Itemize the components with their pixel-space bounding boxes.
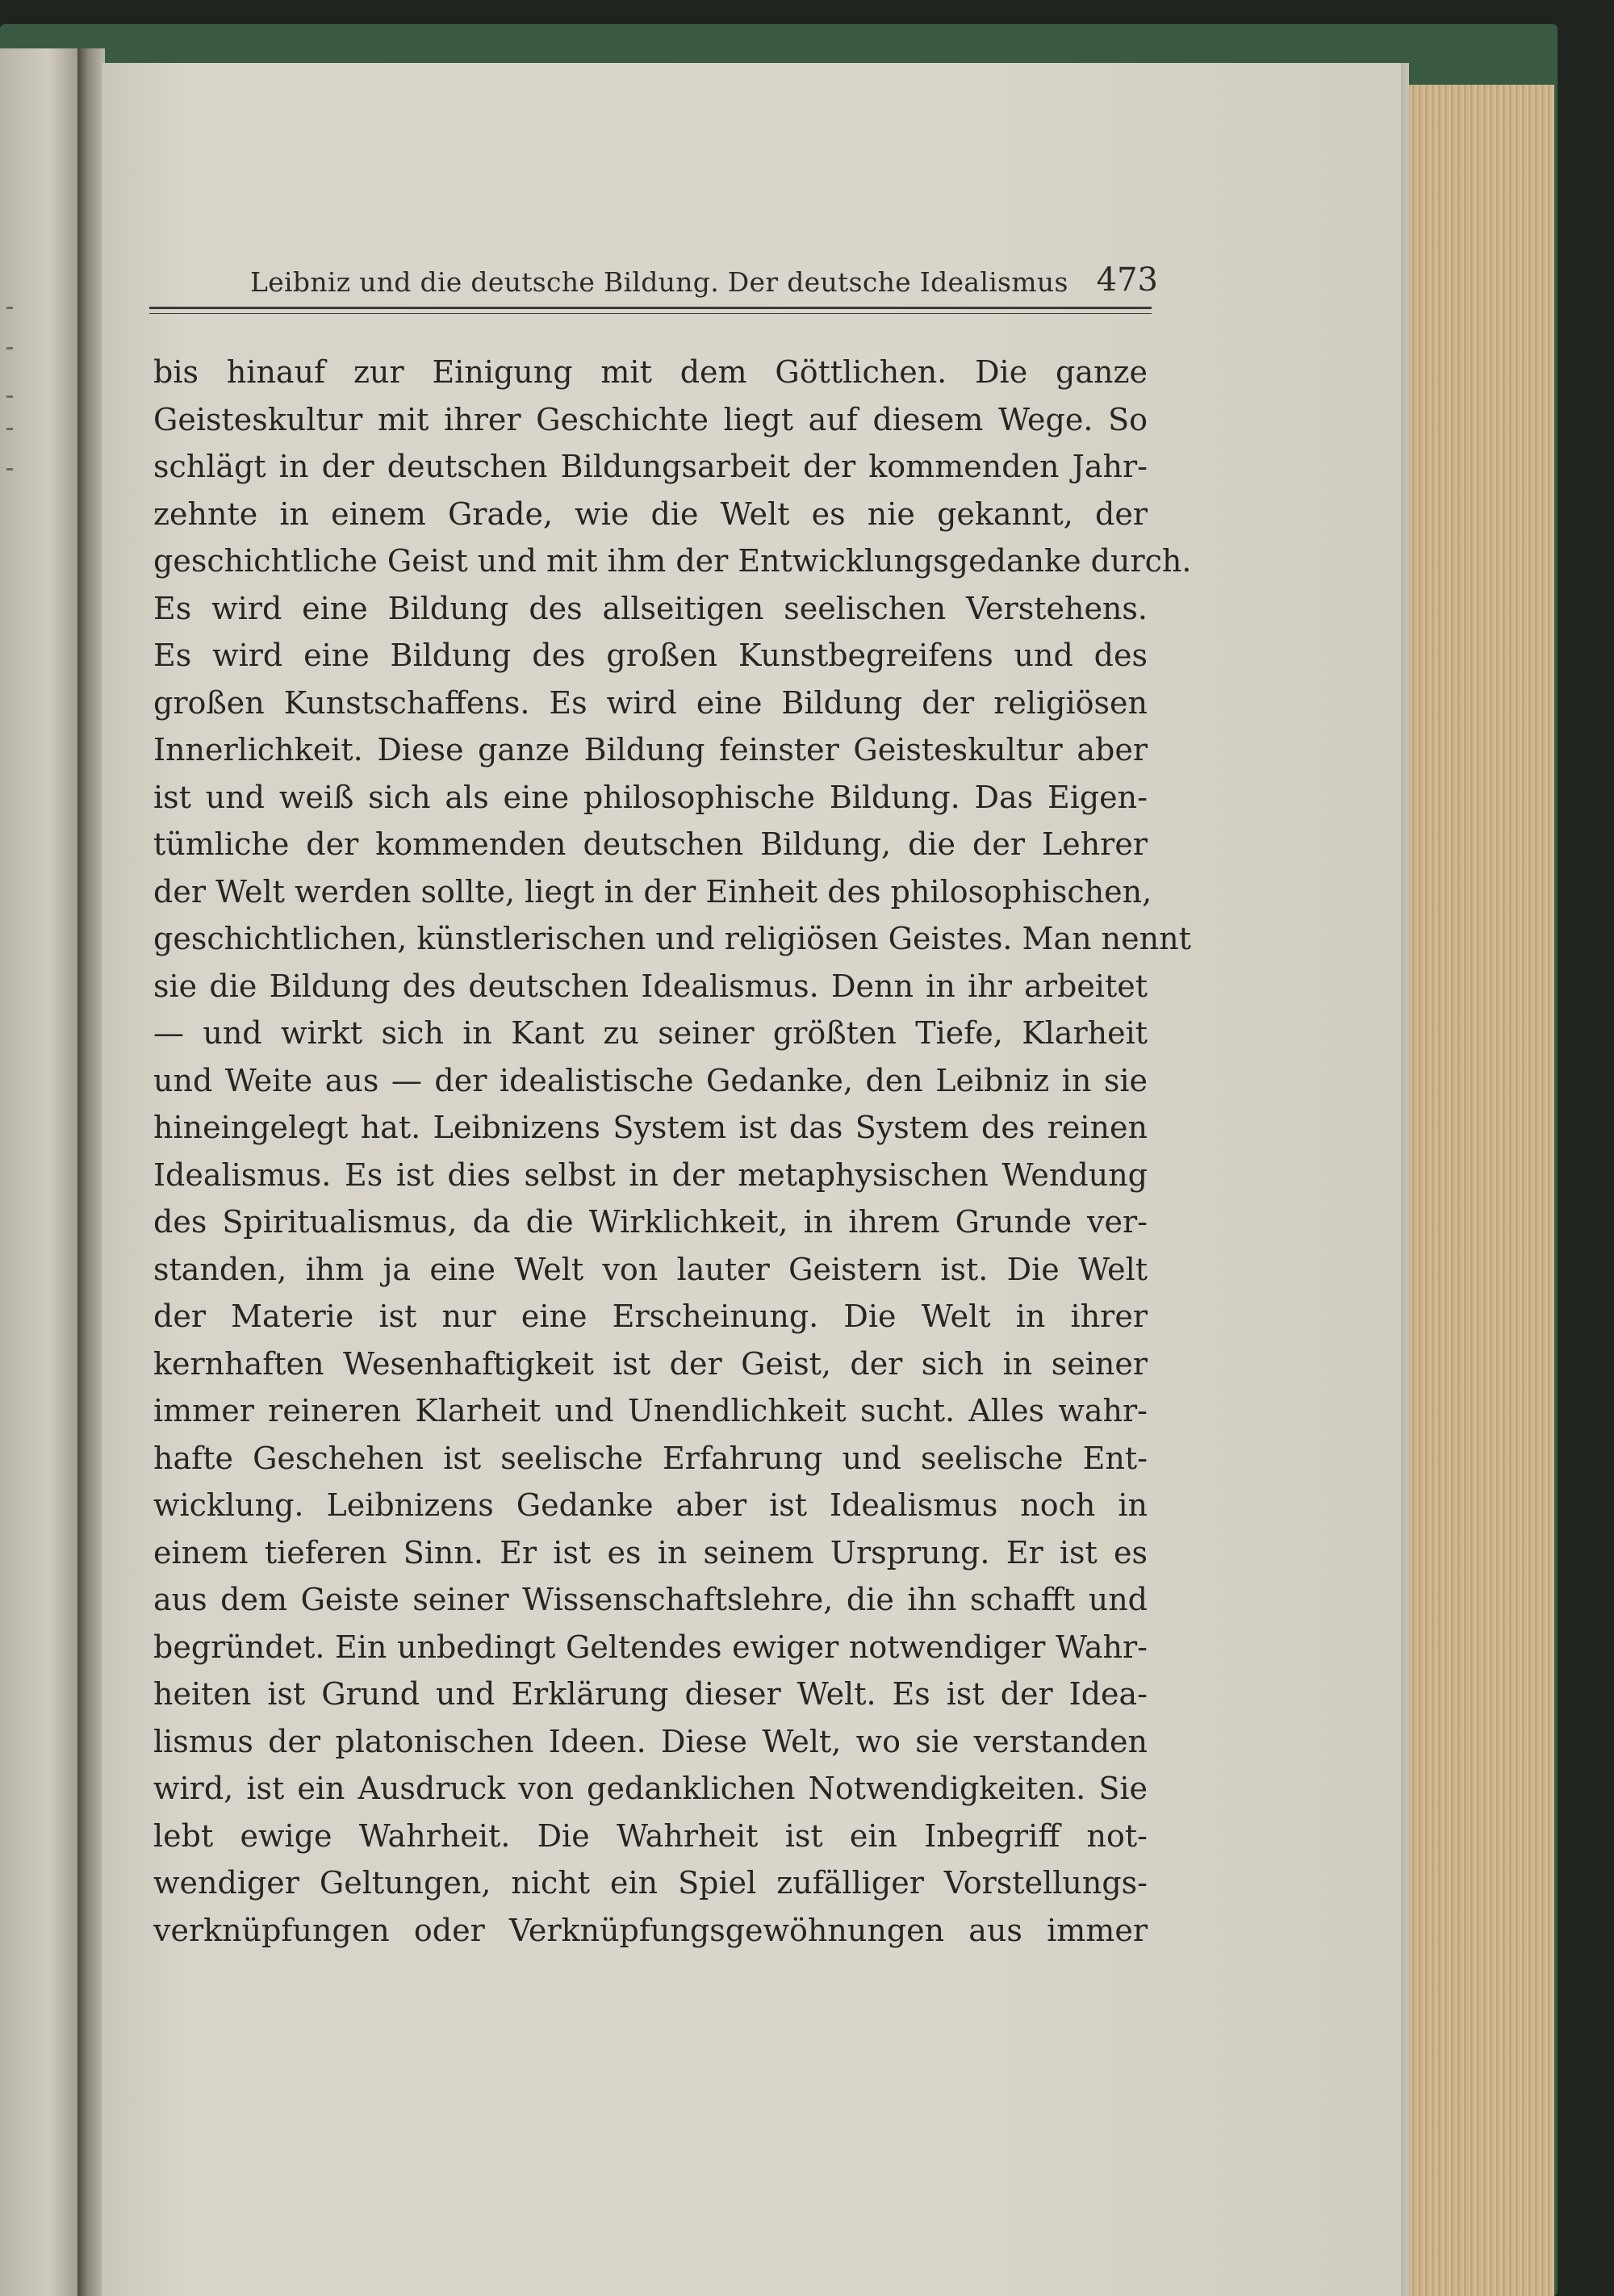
text-line: aus dem Geiste seiner Wissenschaftslehre, die ihn schafft und [153, 1582, 1148, 1617]
text-line: geschichtliche Geist und mit ihm der Entwicklungsgedanke durch. [153, 543, 1192, 579]
page-fore-edge [1409, 85, 1554, 2296]
text-line: großen Kunstschaffens. Es wird eine Bildung der religiösen [153, 684, 1148, 721]
text-line: begründet. Ein unbedingt Geltendes ewiger notwendiger Wahr- [153, 1629, 1148, 1665]
text-line: verknüpfungen oder Verknüpfungsgewöhnungen aus immer [153, 1912, 1148, 1948]
text-line: zehnte in einem Grade, wie die Welt es nie gekannt, der [153, 496, 1148, 532]
text-line: wicklung. Leibnizens Gedanke aber ist Idealismus noch in [153, 1487, 1148, 1523]
text-line: einem tieferen Sinn. Er ist es in seinem Ursprung. Er ist es [153, 1534, 1148, 1570]
header-rule [149, 307, 1152, 309]
text-line: Innerlichkeit. Diese ganze Bildung feinster Geisteskultur aber [153, 732, 1148, 767]
previous-page-edge [0, 48, 81, 2296]
text-line: Idealismus. Es ist dies selbst in der metaphysischen Wendung [153, 1156, 1148, 1193]
text-line: lismus der platonischen Ideen. Diese Welt, wo sie verstanden [153, 1723, 1148, 1759]
text-line: standen, ihm ja eine Welt von lauter Geistern ist. Die Welt [153, 1251, 1148, 1287]
text-line: sie die Bildung des deutschen Idealismus. Denn in ihr arbeitet [153, 968, 1148, 1004]
text-line: tümliche der kommenden deutschen Bildung, die der Lehrer [153, 826, 1148, 862]
page-edge-shadow [1401, 63, 1412, 2296]
text-line: hafte Geschehen ist seelische Erfahrung und seelische Ent- [153, 1440, 1148, 1476]
text-line: bis hinauf zur Einigung mit dem Göttlichen. Die ganze [153, 354, 1148, 390]
text-line: Geisteskultur mit ihrer Geschichte liegt auf diesem Wege. So [153, 401, 1148, 437]
text-line: Es wird eine Bildung des großen Kunstbegreifens und des [153, 638, 1148, 673]
text-line: schlägt in der deutschen Bildungsarbeit der kommenden Jahr- [153, 449, 1148, 484]
text-line: wendiger Geltungen, nicht ein Spiel zufälliger Vorstellungs- [153, 1865, 1148, 1901]
running-head [250, 258, 1158, 299]
text-line: des Spiritualismus, da die Wirklichkeit, in ihrem Grunde ver- [153, 1204, 1148, 1240]
text-line: wird, ist ein Ausdruck von gedanklichen Notwendigkeiten. Sie [153, 1771, 1148, 1806]
book-gutter [77, 48, 105, 2296]
text-line: und Weite aus — der idealistische Gedanke, den Leibniz in sie [153, 1062, 1148, 1098]
text-line: immer reineren Klarheit und Unendlichkeit sucht. Alles wahr- [153, 1393, 1148, 1428]
running-head-title: Leibniz und die deutsche Bildung. Der deutsche Idealismus [250, 266, 1068, 298]
text-line: der Materie ist nur eine Erscheinung. Die Welt in ihrer [153, 1299, 1148, 1334]
page-number: 473 [1096, 261, 1158, 299]
body-text [153, 349, 1192, 1954]
text-line: lebt ewige Wahrheit. Die Wahrheit ist ein Inbegriff not- [153, 1817, 1148, 1854]
text-line: — und wirkt sich in Kant zu seiner größten Tiefe, Klarheit [153, 1015, 1148, 1051]
text-line: hineingelegt hat. Leibnizens System ist das System des reinen [153, 1110, 1148, 1145]
text-line: der Welt werden sollte, liegt in der Einheit des philosophischen, [153, 873, 1152, 910]
text-line: Es wird eine Bildung des allseitigen seelischen Verstehens. [153, 590, 1148, 626]
header-rule-thin [149, 313, 1152, 314]
text-line: kernhaften Wesenhaftigkeit ist der Geist, der sich in seiner [153, 1345, 1148, 1382]
text-line: geschichtlichen, künstlerischen und religiösen Geistes. Man nennt [153, 921, 1191, 956]
text-line: heiten ist Grund und Erklärung dieser Welt. Es ist der Idea- [153, 1676, 1148, 1712]
text-line: ist und weiß sich als eine philosophische Bildung. Das Eigen- [153, 779, 1148, 815]
